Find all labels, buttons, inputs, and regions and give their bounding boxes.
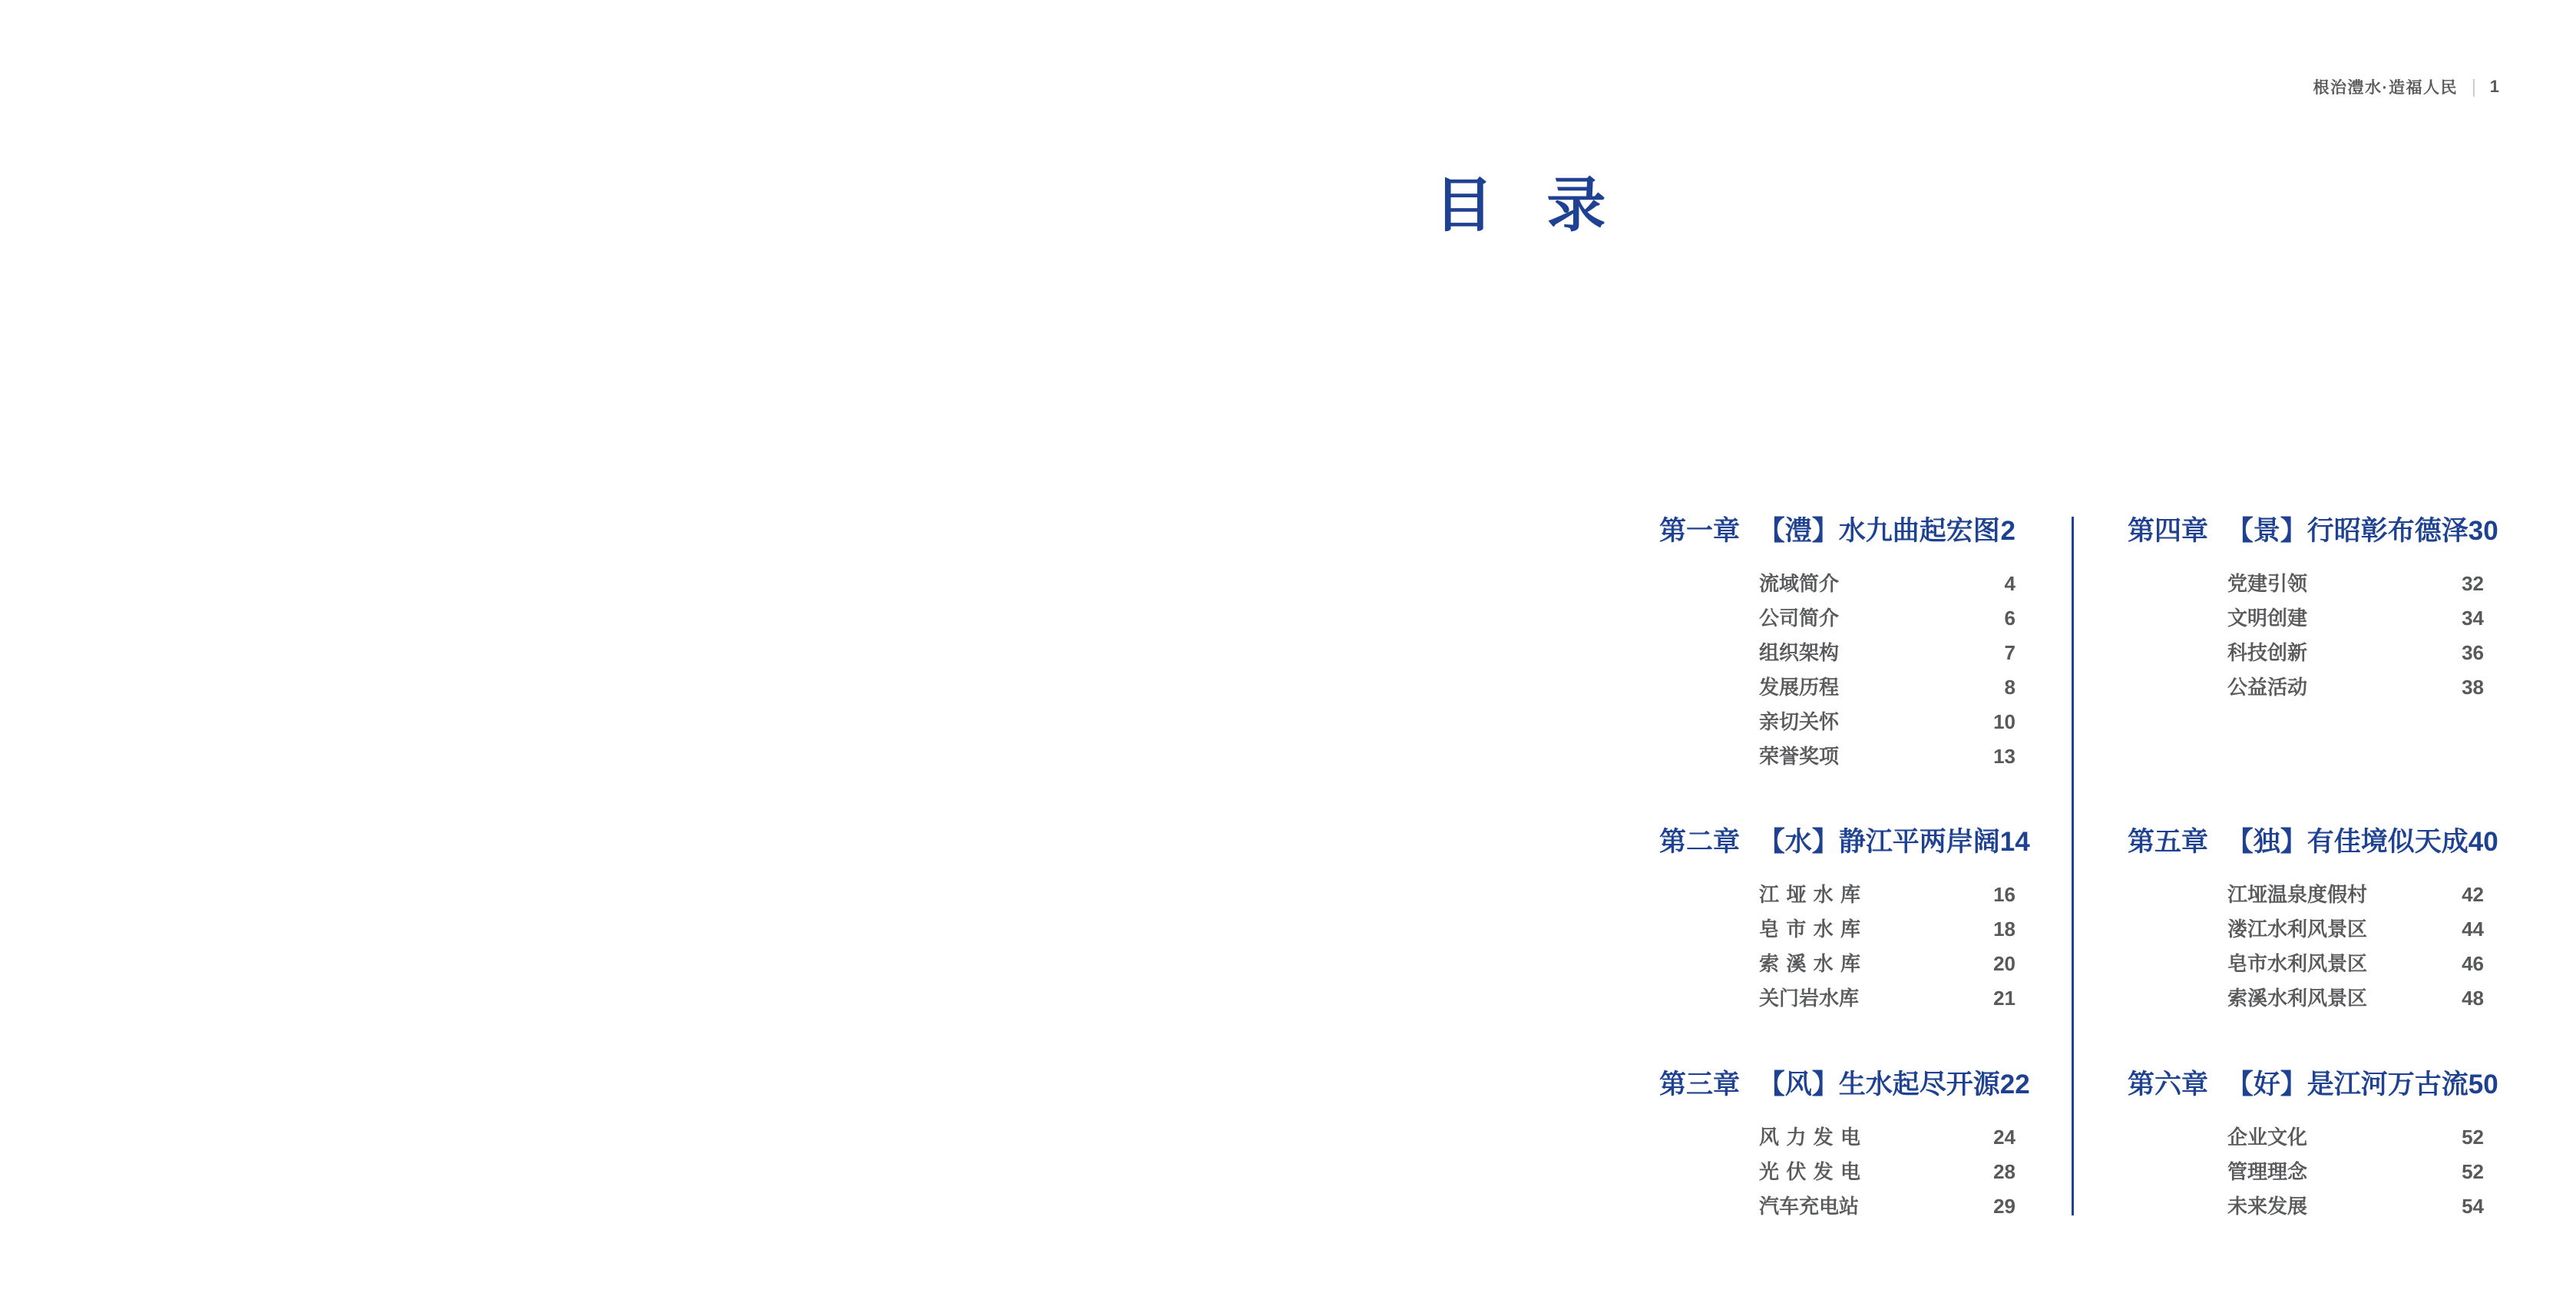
toc-item-page-number: 21 xyxy=(1993,987,2015,1010)
toc-item xyxy=(1659,1120,2015,1155)
chapter-4-items xyxy=(2128,567,2484,705)
chapter-6-block xyxy=(2128,1070,2498,1224)
toc-item-label: 流域简介 xyxy=(1759,572,1840,595)
toc-item-page-number: 28 xyxy=(1993,1160,2015,1183)
toc-item-label: 索溪水利风景区 xyxy=(2227,987,2368,1010)
toc-item-label: 企业文化 xyxy=(2227,1126,2308,1149)
chapter-1-page-number: 2 xyxy=(2000,516,2015,546)
toc-item-page-number: 42 xyxy=(2462,883,2484,906)
chapter-5-page-number: 40 xyxy=(2468,827,2498,857)
toc-item xyxy=(2128,601,2484,636)
toc-item-label: 未来发展 xyxy=(2227,1195,2308,1218)
toc-item-page-number: 6 xyxy=(2004,607,2015,630)
chapter-3-block xyxy=(1659,1070,2030,1224)
toc-item-page-number: 10 xyxy=(1993,710,2015,733)
toc-item-page-number: 13 xyxy=(1993,745,2015,768)
chapter-4-block xyxy=(2128,516,2498,827)
toc-item-label: 管理理念 xyxy=(2227,1160,2308,1183)
chapter-2-block xyxy=(1659,827,2030,1070)
toc-item xyxy=(1659,739,2015,774)
chapter-1-block xyxy=(1659,516,2015,827)
toc-item xyxy=(2128,947,2484,981)
toc-item xyxy=(1659,912,2015,947)
chapter-2-items xyxy=(1659,878,2015,1016)
toc-right-column xyxy=(2128,516,2498,1224)
toc-item xyxy=(2128,1189,2484,1224)
toc-item xyxy=(2128,567,2484,601)
toc-item-page-number: 46 xyxy=(2462,952,2484,975)
toc-item-page-number: 20 xyxy=(1993,952,2015,975)
chapter-6-title: 第六章 【好】是江河万古流 xyxy=(2128,1070,2469,1099)
toc-item-label: 光伏发电 xyxy=(1759,1160,1860,1183)
toc-item xyxy=(1659,567,2015,601)
toc-item-page-number: 16 xyxy=(1993,883,2015,906)
chapter-heading-row xyxy=(2128,827,2498,858)
toc-item xyxy=(1659,670,2015,705)
toc-item-label: 亲切关怀 xyxy=(1759,710,1840,733)
toc-item-label: 公司简介 xyxy=(1759,607,1840,630)
toc-item-label: 江垭温泉度假村 xyxy=(2227,883,2368,906)
toc-item-label: 索溪水库 xyxy=(1759,952,1860,975)
toc-item-label: 科技创新 xyxy=(2227,641,2308,664)
toc-item-page-number: 29 xyxy=(1993,1195,2015,1218)
toc-item xyxy=(2128,1120,2484,1155)
toc-item xyxy=(1659,601,2015,636)
chapter-heading-row xyxy=(1659,516,2015,547)
toc-item xyxy=(2128,981,2484,1016)
toc-item-page-number: 18 xyxy=(1993,918,2015,941)
chapter-3-title: 第三章 【风】生水起尽开源 xyxy=(1659,1070,2000,1099)
toc-item-page-number: 34 xyxy=(2462,607,2484,630)
toc-item xyxy=(2128,912,2484,947)
chapter-4-title: 第四章 【景】行昭彰布德泽 xyxy=(2128,516,2469,546)
chapter-3-items xyxy=(1659,1120,2015,1224)
header-slogan: 根治澧水·造福人民 xyxy=(2313,79,2459,97)
header-page-number: 1 xyxy=(2489,77,2499,96)
toc-item-page-number: 52 xyxy=(2462,1160,2484,1183)
running-header xyxy=(2313,75,2499,98)
toc-item xyxy=(1659,705,2015,739)
toc-item-label: 江垭水库 xyxy=(1759,883,1860,906)
chapter-5-items xyxy=(2128,878,2484,1016)
toc-item-label: 关门岩水库 xyxy=(1759,987,1860,1010)
toc-item-label: 公益活动 xyxy=(2227,676,2308,699)
chapter-5-title: 第五章 【独】有佳境似天成 xyxy=(2128,827,2469,857)
toc-item xyxy=(1659,947,2015,981)
toc-item-page-number: 36 xyxy=(2462,641,2484,664)
chapter-1-title: 第一章 【澧】水九曲起宏图 xyxy=(1659,516,2000,546)
chapter-2-title: 第二章 【水】静江平两岸阔 xyxy=(1659,827,2000,857)
chapter-4-page-number: 30 xyxy=(2468,516,2498,546)
toc-item xyxy=(2128,636,2484,670)
chapter-1-items xyxy=(1659,567,2015,774)
toc-item-page-number: 52 xyxy=(2462,1126,2484,1149)
toc-item-label: 皂市水利风景区 xyxy=(2227,952,2368,975)
toc-item-label: 溇江水利风景区 xyxy=(2227,918,2368,941)
toc-item xyxy=(2128,878,2484,912)
toc-item-label: 组织架构 xyxy=(1759,641,1840,664)
page-title: 目 录 xyxy=(1434,173,1606,239)
chapter-5-block xyxy=(2128,827,2498,1070)
chapter-3-page-number: 22 xyxy=(1999,1070,2030,1099)
toc-item xyxy=(1659,1155,2015,1189)
chapter-heading-row xyxy=(1659,1070,2030,1100)
toc-item-label: 文明创建 xyxy=(2227,607,2308,630)
header-separator: | xyxy=(2472,75,2476,98)
toc-item-page-number: 44 xyxy=(2462,918,2484,941)
toc-item xyxy=(1659,878,2015,912)
chapter-heading-row xyxy=(2128,1070,2498,1100)
toc-item-page-number: 8 xyxy=(2004,676,2015,699)
chapter-heading-row xyxy=(1659,827,2030,858)
toc-item-page-number: 48 xyxy=(2462,987,2484,1010)
chapter-6-items xyxy=(2128,1120,2484,1224)
chapter-heading-row xyxy=(2128,516,2498,547)
toc-item xyxy=(1659,636,2015,670)
toc-item xyxy=(1659,1189,2015,1224)
toc-item-label: 荣誉奖项 xyxy=(1759,745,1840,768)
toc-item xyxy=(1659,981,2015,1016)
chapter-6-page-number: 50 xyxy=(2468,1070,2498,1099)
toc-item-label: 汽车充电站 xyxy=(1759,1195,1860,1218)
toc-item-page-number: 24 xyxy=(1993,1126,2015,1149)
toc-item-label: 风力发电 xyxy=(1759,1126,1860,1149)
toc-item-page-number: 54 xyxy=(2462,1195,2484,1218)
toc-item-label: 皂市水库 xyxy=(1759,918,1860,941)
chapter-2-page-number: 14 xyxy=(1999,827,2030,857)
toc-item-page-number: 38 xyxy=(2462,676,2484,699)
toc-item-page-number: 4 xyxy=(2004,572,2015,595)
column-divider xyxy=(2072,517,2074,1215)
toc-item-label: 党建引领 xyxy=(2227,572,2308,595)
toc-item-page-number: 7 xyxy=(2004,641,2015,664)
toc-item-label: 发展历程 xyxy=(1759,676,1840,699)
toc-item-page-number: 32 xyxy=(2462,572,2484,595)
toc-item xyxy=(2128,670,2484,705)
toc-left-column xyxy=(1659,516,2030,1224)
toc-item xyxy=(2128,1155,2484,1189)
